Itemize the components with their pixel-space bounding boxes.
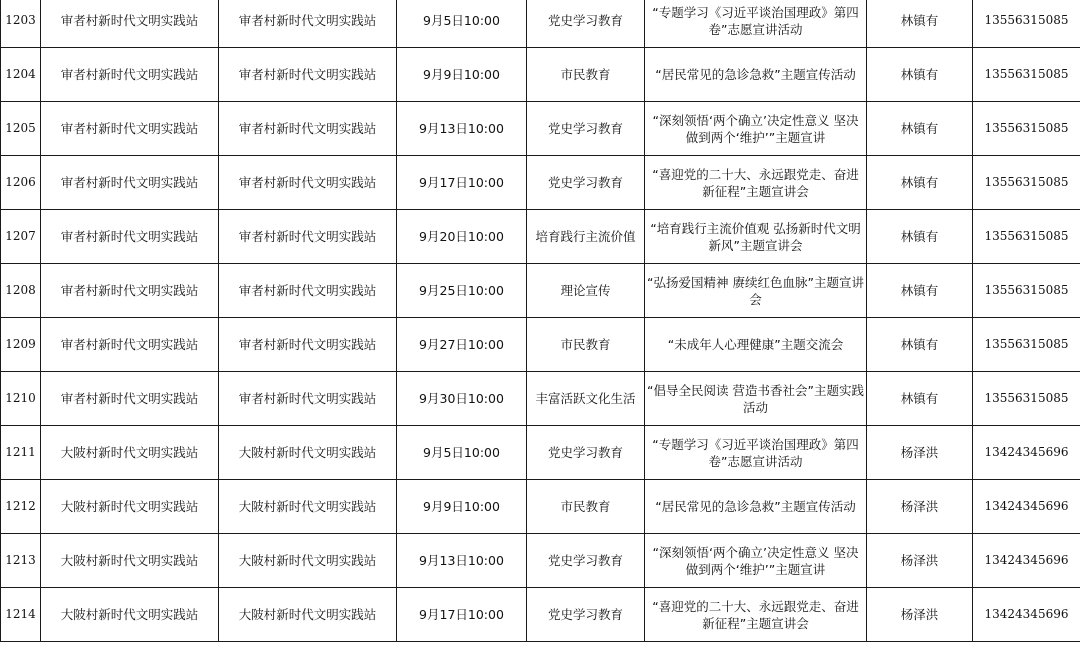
row-id-cell: 1206: [1, 156, 41, 210]
venue-cell: 审者村新时代文明实践站: [219, 0, 397, 48]
phone-cell: 13556315085: [973, 264, 1080, 318]
table-row: [1, 426, 1080, 480]
row-id-cell: 1212: [1, 480, 41, 534]
contact-cell: 林镇有: [867, 0, 973, 48]
table-row: [1, 264, 1080, 318]
contact-cell: 林镇有: [867, 210, 973, 264]
date-cell: 9月20日10:00: [397, 210, 527, 264]
row-id-cell: 1204: [1, 48, 41, 102]
category-cell: 理论宣传: [527, 264, 645, 318]
activity-cell: “倡导全民阅读 营造书香社会”主题实践活动: [645, 372, 867, 426]
contact-cell: 杨泽洪: [867, 588, 973, 642]
row-id-cell: 1208: [1, 264, 41, 318]
contact-cell: 林镇有: [867, 156, 973, 210]
station-cell: 大陂村新时代文明实践站: [41, 480, 219, 534]
phone-cell: 13556315085: [973, 372, 1080, 426]
row-id-cell: 1214: [1, 588, 41, 642]
venue-cell: 审者村新时代文明实践站: [219, 210, 397, 264]
date-cell: 9月17日10:00: [397, 588, 527, 642]
phone-cell: 13424345696: [973, 534, 1080, 588]
contact-cell: 林镇有: [867, 264, 973, 318]
activity-cell: “居民常见的急诊急救”主题宣传活动: [645, 48, 867, 102]
row-id-cell: 1213: [1, 534, 41, 588]
date-cell: 9月5日10:00: [397, 0, 527, 48]
table-row: [1, 534, 1080, 588]
station-cell: 大陂村新时代文明实践站: [41, 426, 219, 480]
date-cell: 9月30日10:00: [397, 372, 527, 426]
date-cell: 9月9日10:00: [397, 480, 527, 534]
phone-cell: 13556315085: [973, 48, 1080, 102]
venue-cell: 审者村新时代文明实践站: [219, 318, 397, 372]
venue-cell: 大陂村新时代文明实践站: [219, 534, 397, 588]
activity-cell: “专题学习《习近平谈治国理政》第四卷”志愿宣讲活动: [645, 426, 867, 480]
phone-cell: 13424345696: [973, 480, 1080, 534]
row-id-cell: 1211: [1, 426, 41, 480]
station-cell: 审者村新时代文明实践站: [41, 102, 219, 156]
phone-cell: 13424345696: [973, 426, 1080, 480]
activity-cell: “居民常见的急诊急救”主题宣传活动: [645, 480, 867, 534]
category-cell: 党史学习教育: [527, 0, 645, 48]
row-id-cell: 1207: [1, 210, 41, 264]
phone-cell: 13556315085: [973, 318, 1080, 372]
venue-cell: 审者村新时代文明实践站: [219, 48, 397, 102]
row-id-cell: 1209: [1, 318, 41, 372]
date-cell: 9月13日10:00: [397, 102, 527, 156]
category-cell: 培育践行主流价值: [527, 210, 645, 264]
date-cell: 9月5日10:00: [397, 426, 527, 480]
activity-cell: “培育践行主流价值观 弘扬新时代文明新风”主题宣讲会: [645, 210, 867, 264]
contact-cell: 杨泽洪: [867, 426, 973, 480]
contact-cell: 林镇有: [867, 372, 973, 426]
phone-cell: 13556315085: [973, 156, 1080, 210]
venue-cell: 大陂村新时代文明实践站: [219, 588, 397, 642]
contact-cell: 杨泽洪: [867, 534, 973, 588]
station-cell: 审者村新时代文明实践站: [41, 210, 219, 264]
activity-cell: “未成年人心理健康”主题交流会: [645, 318, 867, 372]
activity-cell: “弘扬爱国精神 赓续红色血脉”主题宣讲会: [645, 264, 867, 318]
activity-cell: “深刻领悟‘两个确立’决定性意义 坚决做到两个‘维护’”主题宣讲: [645, 534, 867, 588]
phone-cell: 13556315085: [973, 102, 1080, 156]
date-cell: 9月9日10:00: [397, 48, 527, 102]
table-row: [1, 480, 1080, 534]
category-cell: 党史学习教育: [527, 102, 645, 156]
category-cell: 党史学习教育: [527, 156, 645, 210]
activity-cell: “深刻领悟‘两个确立’决定性意义 坚决做到两个‘维护’”主题宣讲: [645, 102, 867, 156]
venue-cell: 审者村新时代文明实践站: [219, 372, 397, 426]
table-row: [1, 318, 1080, 372]
table-row: [1, 372, 1080, 426]
date-cell: 9月25日10:00: [397, 264, 527, 318]
row-id-cell: 1203: [1, 0, 41, 48]
activity-cell: “喜迎党的二十大、永远跟党走、奋进新征程”主题宣讲会: [645, 156, 867, 210]
venue-cell: 审者村新时代文明实践站: [219, 264, 397, 318]
category-cell: 市民教育: [527, 48, 645, 102]
station-cell: 审者村新时代文明实践站: [41, 318, 219, 372]
venue-cell: 大陂村新时代文明实践站: [219, 426, 397, 480]
activity-cell: “专题学习《习近平谈治国理政》第四卷”志愿宣讲活动: [645, 0, 867, 48]
contact-cell: 林镇有: [867, 48, 973, 102]
category-cell: 党史学习教育: [527, 426, 645, 480]
venue-cell: 大陂村新时代文明实践站: [219, 480, 397, 534]
category-cell: 市民教育: [527, 480, 645, 534]
table-row: [1, 102, 1080, 156]
phone-cell: 13556315085: [973, 210, 1080, 264]
table-row: [1, 0, 1080, 48]
venue-cell: 审者村新时代文明实践站: [219, 156, 397, 210]
date-cell: 9月27日10:00: [397, 318, 527, 372]
phone-cell: 13424345696: [973, 588, 1080, 642]
table-row: [1, 48, 1080, 102]
table-row: [1, 156, 1080, 210]
contact-cell: 杨泽洪: [867, 480, 973, 534]
category-cell: 党史学习教育: [527, 534, 645, 588]
category-cell: 党史学习教育: [527, 588, 645, 642]
station-cell: 审者村新时代文明实践站: [41, 48, 219, 102]
station-cell: 审者村新时代文明实践站: [41, 0, 219, 48]
date-cell: 9月13日10:00: [397, 534, 527, 588]
station-cell: 审者村新时代文明实践站: [41, 156, 219, 210]
date-cell: 9月17日10:00: [397, 156, 527, 210]
category-cell: 市民教育: [527, 318, 645, 372]
category-cell: 丰富活跃文化生活: [527, 372, 645, 426]
venue-cell: 审者村新时代文明实践站: [219, 102, 397, 156]
row-id-cell: 1210: [1, 372, 41, 426]
table-row: [1, 210, 1080, 264]
contact-cell: 林镇有: [867, 318, 973, 372]
activity-cell: “喜迎党的二十大、永远跟党走、奋进新征程”主题宣讲会: [645, 588, 867, 642]
station-cell: 大陂村新时代文明实践站: [41, 588, 219, 642]
table-row: [1, 588, 1080, 642]
station-cell: 大陂村新时代文明实践站: [41, 534, 219, 588]
phone-cell: 13556315085: [973, 0, 1080, 48]
station-cell: 审者村新时代文明实践站: [41, 264, 219, 318]
row-id-cell: 1205: [1, 102, 41, 156]
station-cell: 审者村新时代文明实践站: [41, 372, 219, 426]
contact-cell: 林镇有: [867, 102, 973, 156]
